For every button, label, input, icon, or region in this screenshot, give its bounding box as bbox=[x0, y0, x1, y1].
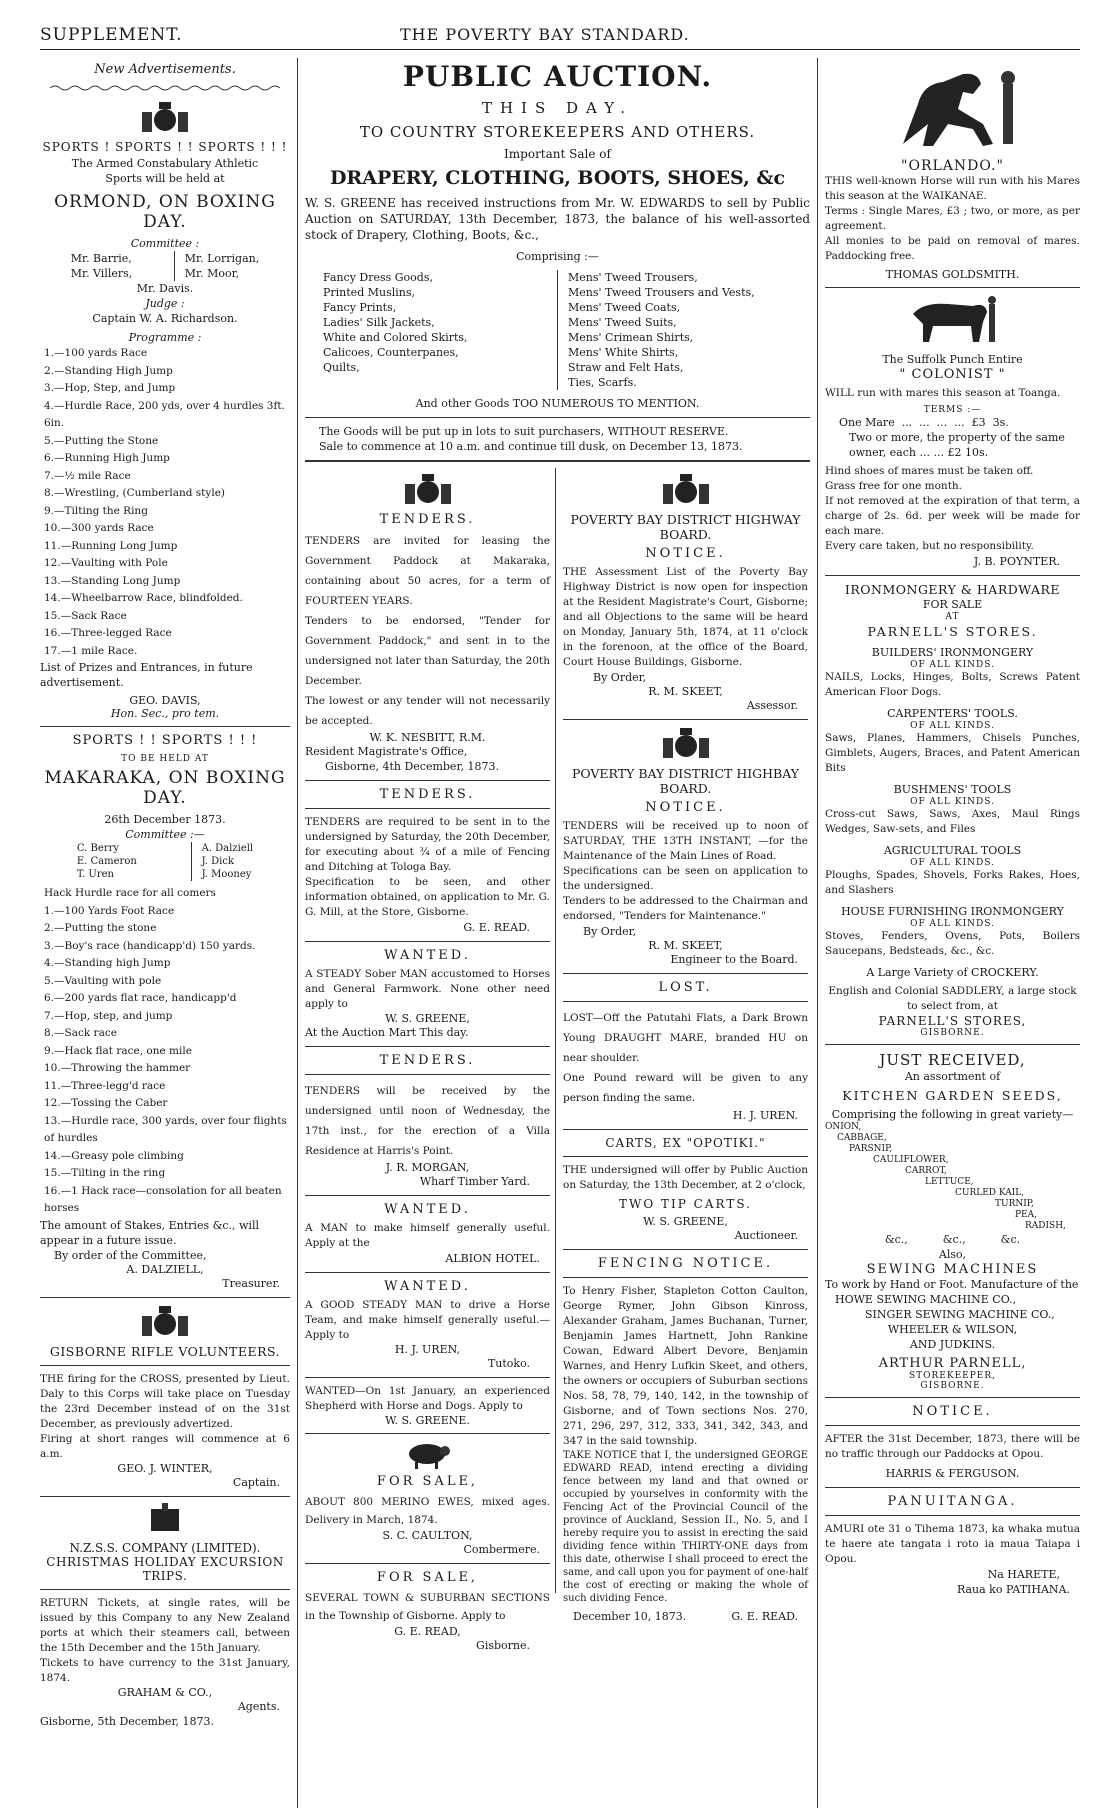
committee-member: J. Mooney bbox=[201, 869, 252, 880]
tenders-text: TENDERS are invited for leasing the Government Paddock at Makaraka, containing about 50 acres, for a term of FOURTEEN YEARS. bbox=[305, 535, 550, 607]
programme-item: 15.—Tilting in the ring bbox=[44, 1167, 166, 1179]
for-sale-heading: FOR SALE, bbox=[376, 1474, 479, 1489]
programme-item: 12.—Vaulting with Pole bbox=[44, 557, 168, 569]
panuitanga-text: AMURI ote 31 o Tihema 1873, ka whaka mutua te haere ate tangata i roto ia maua Taiapa i Opou. bbox=[825, 1523, 1080, 1565]
signature: H. J. UREN. bbox=[732, 1109, 798, 1122]
programme-item: 10.—300 yards Race bbox=[44, 522, 154, 534]
notice-heading: NOTICE. bbox=[645, 800, 726, 815]
column-2-right bbox=[563, 468, 808, 1624]
other-goods: And other Goods TOO NUMEROUS TO MENTION. bbox=[415, 397, 700, 410]
fencing-heading: FENCING NOTICE. bbox=[597, 1256, 774, 1271]
new-ads-heading: New Advertisements. bbox=[94, 62, 236, 77]
ormond-heading: ORMOND, ON BOXING DAY. bbox=[54, 192, 276, 232]
signature: G. E. READ, bbox=[394, 1625, 461, 1638]
prizes-note: List of Prizes and Entrances, in future advertisement. bbox=[40, 661, 253, 689]
colonist-note: If not removed at the expiration of that term, a charge of 2s. 6d. per week will be made for each mare. bbox=[825, 495, 1080, 537]
notice-heading: NOTICE. bbox=[912, 1404, 993, 1419]
signature-title: Engineer to the Board. bbox=[670, 953, 798, 966]
orlando-terms: Terms : Single Mares, £3 ; two, or more, as per agreement. bbox=[825, 205, 1080, 232]
committee-member: J. Dick bbox=[201, 856, 235, 867]
orlando-heading: "ORLANDO." bbox=[901, 158, 1004, 174]
signature: GRAHAM & CO., bbox=[117, 1685, 213, 1699]
goods-item: Mens' White Shirts, bbox=[568, 346, 679, 359]
highway-board-heading: POVERTY BAY DISTRICT HIGHBAY BOARD. bbox=[571, 766, 800, 796]
nzss-heading: N.Z.S.S. COMPANY (LIMITED). bbox=[69, 1540, 261, 1555]
tenders-text: The lowest or any tender will not necessarily be accepted. bbox=[305, 695, 550, 727]
programme-item: 17.—1 mile Race. bbox=[44, 644, 138, 657]
column-3 bbox=[825, 60, 1080, 1597]
terms-line: One Mare ... ... ... ... £3 3s. bbox=[839, 416, 1009, 429]
committee-member: Mr. Davis. bbox=[136, 282, 194, 295]
programme-item: 2.—Putting the stone bbox=[44, 922, 157, 934]
signature-title: Auctioneer. bbox=[734, 1229, 798, 1242]
programme-item: 1.—100 Yards Foot Race bbox=[44, 904, 175, 917]
signature-office: Resident Magistrate's Office, bbox=[305, 745, 468, 758]
sports-subtitle: The Armed Constabulary Athletic Sports will be held at bbox=[71, 157, 259, 185]
drapery-heading: DRAPERY, CLOTHING, BOOTS, SHOES, &c bbox=[329, 167, 786, 189]
notice-text: AFTER the 31st December, 1873, there will be no traffic through our Paddocks at Opou. bbox=[825, 1433, 1080, 1460]
rifle-text: Firing at short ranges will commence at 6 a.m. bbox=[40, 1432, 290, 1460]
xmas-heading: CHRISTMAS HOLIDAY EXCURSION TRIPS. bbox=[46, 1554, 284, 1583]
lost-heading: LOST. bbox=[658, 980, 713, 995]
column-2-left bbox=[305, 468, 550, 1653]
wanted-heading: WANTED. bbox=[384, 948, 471, 963]
colonist-text: WILL run with mares this season at Toanga. bbox=[825, 387, 1061, 399]
programme2-list bbox=[40, 885, 290, 1218]
tenders-text: TENDERS will be received by the undersigned until noon of Wednesday, the 17th inst., for the erection of a Villa Residence at Harris's Point. bbox=[305, 1085, 550, 1157]
signature-date: December 10, 1873. bbox=[573, 1610, 687, 1623]
royal-crest-icon bbox=[40, 100, 290, 136]
wavy-rule bbox=[40, 84, 290, 92]
committee-member: C. Berry bbox=[76, 843, 120, 854]
notice-heading: NOTICE. bbox=[645, 546, 726, 561]
colonist-note: Hind shoes of mares must be taken off. bbox=[825, 465, 1034, 477]
programme-item: 1.—100 yards Race bbox=[44, 347, 148, 359]
goods-item: Ladies' Silk Jackets, bbox=[323, 316, 435, 329]
goods-item: Ties, Scarfs. bbox=[568, 376, 637, 389]
tenders-heading: TENDERS. bbox=[379, 787, 476, 802]
parnells-stores: PARNELL'S STORES, bbox=[878, 1014, 1027, 1028]
goods-item: Mens' Crimean Shirts, bbox=[568, 331, 694, 344]
all-kinds: OF ALL KINDS. bbox=[910, 721, 995, 731]
committee-list bbox=[40, 251, 290, 281]
signature: W. S. GREENE, bbox=[385, 1012, 470, 1025]
programme-item: 14.—Wheelbarrow Race, blindfolded. bbox=[44, 592, 243, 604]
for-sale-text: SEVERAL TOWN & SUBURBAN SECTIONS in the Township of Gisborne. Apply to bbox=[305, 1592, 550, 1622]
programme-item: 10.—Throwing the hammer bbox=[44, 1062, 191, 1074]
vegetable-item: RADISH, bbox=[1025, 1221, 1066, 1231]
for-sale-heading: FOR SALE, bbox=[376, 1570, 479, 1585]
committee-member: Mr. Lorrigan, bbox=[184, 252, 260, 265]
section-heading: HOUSE FURNISHING IRONMONGERY bbox=[841, 905, 1064, 918]
at-label: AT bbox=[945, 612, 960, 622]
programme-item: 5.—Putting the Stone bbox=[44, 434, 159, 447]
signature: S. C. CAULTON, bbox=[382, 1529, 473, 1542]
royal-crest-icon bbox=[563, 726, 808, 762]
programme-item: Hack Hurdle race for all comers bbox=[44, 887, 216, 899]
vegetable-item: CAULIFLOWER, bbox=[873, 1155, 949, 1165]
committee-member: Mr. Moor, bbox=[184, 267, 240, 280]
signature-title: Agents. bbox=[237, 1699, 280, 1713]
signature-title: Hon. Sec., pro tem. bbox=[110, 707, 220, 720]
signature: GEO. DAVIS, bbox=[129, 694, 201, 707]
programme-item: 11.—Running Long Jump bbox=[44, 539, 178, 552]
vegetable-item: PARSNIP, bbox=[849, 1144, 893, 1154]
signature: W. K. NESBITT, R.M. bbox=[369, 731, 486, 744]
vegetable-item: TURNIP, bbox=[995, 1199, 1034, 1209]
seeds-heading: KITCHEN GARDEN SEEDS, bbox=[842, 1088, 1063, 1103]
makaraka-heading: MAKARAKA, ON BOXING DAY. bbox=[44, 768, 286, 808]
etc-line: &c., &c., &c. bbox=[884, 1233, 1021, 1246]
by-order: By Order, bbox=[593, 671, 647, 684]
goods-item: Mens' Tweed Trousers, bbox=[568, 271, 698, 284]
signature: Raua ko PATIHANA. bbox=[956, 1583, 1070, 1596]
programme-item: 11.—Three-legg'd race bbox=[44, 1079, 166, 1092]
tenders-text: TENDERS are required to be sent in to the undersigned by Saturday, the 20th December, for executing about ¾ of a mile of Fencing and Ditching at Tologa Bay. bbox=[305, 816, 550, 873]
storekeeper-label: STOREKEEPER, bbox=[908, 1371, 997, 1381]
highway-board-heading: POVERTY BAY DISTRICT HIGHWAY BOARD. bbox=[570, 512, 801, 542]
goods-list bbox=[305, 270, 810, 390]
for-sale-label: FOR SALE bbox=[922, 598, 983, 611]
maker-name: SINGER SEWING MACHINE CO., bbox=[865, 1308, 1055, 1321]
carts-text: THE undersigned will offer by Public Auction on Saturday, the 13th December, at 2 o'clock, bbox=[563, 1164, 808, 1191]
section-text: NAILS, Locks, Hinges, Bolts, Screws Patent American Floor Dogs. bbox=[825, 671, 1080, 698]
to-whom: TO COUNTRY STOREKEEPERS AND OTHERS. bbox=[359, 123, 756, 141]
fencing-text: To Henry Fisher, Stapleton Cotton Caulton, George Rymer, John Gibson Kinross, Alexander Graham, James Buchanan, Turner, Benjamin James Hartnett, John Rankine Cowan, Edward Albert Devore, Benjamin Warnes, and Henry Lufkin Skeet, and others, the owners or occupiers of Suburban sections Nos. 58, 78, 79, 140, 142, in the township of Gisborne, and of Town sections Nos. 270, 271, 296, 297, 312, 333, 341, 342, 343, and 347 in the said township. bbox=[563, 1285, 808, 1447]
signature: J. R. MORGAN, bbox=[385, 1161, 470, 1174]
signature: H. J. UREN, bbox=[394, 1343, 461, 1356]
goods-item: Mens' Tweed Trousers and Vests, bbox=[568, 286, 755, 299]
orlando-text: THIS well-known Horse will run with his Mares this season at the WAIKANAE. bbox=[825, 175, 1080, 202]
ship-flag-icon bbox=[40, 1503, 290, 1537]
arthur-parnell: ARTHUR PARNELL, bbox=[878, 1356, 1027, 1371]
section-heading: BUSHMENS' TOOLS bbox=[893, 783, 1012, 796]
carts-two: TWO TIP CARTS. bbox=[619, 1197, 752, 1211]
ironmongery-heading: IRONMONGERY & HARDWARE bbox=[844, 582, 1061, 597]
signature-title: Treasurer. bbox=[222, 1276, 280, 1290]
wanted-text: A GOOD STEADY MAN to drive a Horse Team, and make himself generally useful.—Apply to bbox=[305, 1299, 550, 1341]
programme-item: 7.—Hop, step, and jump bbox=[44, 1009, 173, 1022]
supplement-label: SUPPLEMENT. bbox=[40, 24, 183, 45]
signature: J. B. POYNTER. bbox=[973, 555, 1060, 568]
programme-item: 16.—Three-legged Race bbox=[44, 627, 172, 639]
section-text: Stoves, Fenders, Ovens, Pots, Boilers Saucepans, Bedsteads, &c., &c. bbox=[825, 930, 1080, 957]
judge-name: Captain W. A. Richardson. bbox=[92, 312, 238, 325]
panuitanga-heading: PANUITANGA. bbox=[887, 1494, 1018, 1509]
goods-item: Straw and Felt Hats, bbox=[568, 361, 684, 374]
programme-label: Programme : bbox=[128, 331, 202, 344]
vegetable-item: CURLED KAIL, bbox=[955, 1188, 1025, 1198]
programme-item: 8.—Wrestling, (Cumberland style) bbox=[44, 487, 226, 499]
signature: W. S. GREENE. bbox=[385, 1414, 470, 1427]
goods-item: White and Colored Skirts, bbox=[323, 331, 468, 344]
colonist-note: Every care taken, but no responsibility. bbox=[825, 540, 1034, 552]
tenders-heading: TENDERS. bbox=[379, 1053, 476, 1068]
lost-text: One Pound reward will be given to any person finding the same. bbox=[563, 1072, 808, 1104]
signature: THOMAS GOLDSMITH. bbox=[885, 268, 1020, 281]
tenders-text: Specification to be seen, and other information obtained, on application to Mr. G. G. Mill, at the Store, Gisborne. bbox=[305, 876, 550, 918]
programme-item: 15.—Sack Race bbox=[44, 609, 127, 622]
programme-item: 13.—Standing Long Jump bbox=[44, 574, 181, 587]
wanted-text: A MAN to make himself generally useful. Apply at the bbox=[305, 1222, 550, 1249]
signature-date: Gisborne, 4th December, 1873. bbox=[325, 760, 499, 773]
maker-name: WHEELER & WILSON, bbox=[887, 1323, 1018, 1336]
signature: A. DALZIELL, bbox=[126, 1262, 204, 1276]
notice-text: THE Assessment List of the Poverty Bay Highway District is now open for inspection at the Resident Magistrate's Court, Gisborne; and all Objections to the same will be heard on Monday, January 5th, 1874, at 11 o'clock in the forenoon, at the office of the Board, Court House Buildings, Gisborne. bbox=[563, 566, 808, 668]
vegetable-item: LETTUCE, bbox=[925, 1177, 974, 1187]
also-label: Also, bbox=[938, 1248, 967, 1261]
signature: GEO. J. WINTER, bbox=[117, 1461, 213, 1475]
programme-item: 5.—Vaulting with pole bbox=[44, 974, 162, 987]
programme-item: 9.—Hack flat race, one mile bbox=[44, 1044, 192, 1057]
programme-item: 3.—Boy's race (handicapp'd) 150 yards. bbox=[44, 939, 256, 952]
programme-item: 9.—Tilting the Ring bbox=[44, 504, 148, 517]
signature: R. M. SKEET, bbox=[648, 685, 723, 698]
for-sale-text: ABOUT 800 MERINO EWES, mixed ages. Delivery in March, 1874. bbox=[305, 1496, 550, 1526]
colonist-note: Grass free for one month. bbox=[825, 480, 963, 492]
programme-item: 14.—Greasy pole climbing bbox=[44, 1149, 184, 1162]
parnells-stores: PARNELL'S STORES. bbox=[867, 624, 1038, 639]
fencing-footer bbox=[563, 1605, 808, 1624]
committee-member: E. Cameron bbox=[76, 856, 137, 867]
rearing-horse-icon bbox=[825, 64, 1080, 154]
committee-member: Mr. Barrie, bbox=[70, 252, 132, 265]
auction-title: PUBLIC AUCTION. bbox=[402, 60, 713, 93]
comprising-label: Comprising the following in great variety— bbox=[831, 1108, 1074, 1121]
signature: G. E. READ. bbox=[731, 1610, 798, 1623]
programme-item: 4.—Standing high Jump bbox=[44, 957, 171, 969]
goods-item: Mens' Tweed Suits, bbox=[568, 316, 677, 329]
by-order: By Order, bbox=[583, 925, 637, 938]
sheep-icon bbox=[305, 1440, 550, 1470]
auction-intro: W. S. GREENE has received instructions from Mr. W. EDWARDS to sell by Public Auction on SATURDAY, 13th December, 1873, the balance of his well-assorted stock of Drapery, Clothing, Boots, &c., bbox=[305, 196, 810, 242]
programme-item: 12.—Tossing the Caber bbox=[44, 1097, 168, 1109]
signature-location: At the Auction Mart This day. bbox=[305, 1026, 469, 1039]
rifle-heading: GISBORNE RIFLE VOLUNTEERS. bbox=[49, 1343, 281, 1359]
committee2-label: Committee :— bbox=[125, 828, 205, 841]
signature-location: Wharf Timber Yard. bbox=[419, 1175, 530, 1188]
vegetable-item: ONION, bbox=[825, 1122, 862, 1132]
signature-location: Combermere. bbox=[463, 1543, 540, 1556]
gisborne-label: GISBORNE. bbox=[920, 1381, 985, 1391]
gisborne-label: GISBORNE. bbox=[920, 1028, 985, 1038]
carts-heading: CARTS, EX "OPOTIKI." bbox=[605, 1136, 766, 1150]
programme-list bbox=[40, 345, 290, 660]
programme-item: 13.—Hurdle race, 300 yards, over four flights of hurdles bbox=[44, 1114, 287, 1144]
lots-note: The Goods will be put up in lots to suit purchasers, WITHOUT RESERVE. bbox=[319, 425, 729, 438]
vegetable-list bbox=[825, 1122, 1080, 1232]
column-1 bbox=[40, 60, 290, 1729]
committee-member: A. Dalziell bbox=[201, 843, 254, 854]
judge-label: Judge : bbox=[145, 297, 185, 310]
xmas-text: Tickets to have currency to the 31st January, 1874. bbox=[40, 1656, 290, 1684]
column-2 bbox=[305, 60, 810, 1652]
goods-item: Printed Muslins, bbox=[323, 286, 415, 299]
all-kinds: OF ALL KINDS. bbox=[910, 660, 995, 670]
section-heading: BUILDERS' IRONMONGERY bbox=[871, 646, 1034, 659]
all-kinds: OF ALL KINDS. bbox=[910, 858, 995, 868]
wanted-text: WANTED—On 1st January, an experienced Shepherd with Horse and Dogs. Apply to bbox=[305, 1385, 550, 1412]
masthead bbox=[40, 20, 1080, 50]
just-received-heading: JUST RECEIVED, bbox=[879, 1051, 1026, 1069]
royal-crest-icon bbox=[40, 1304, 290, 1340]
draught-horse-icon bbox=[825, 294, 1080, 348]
sports-title: SPORTS ! SPORTS ! ! SPORTS ! ! ! bbox=[42, 140, 288, 154]
paper-title: THE POVERTY BAY STANDARD. bbox=[400, 25, 690, 44]
section-heading: AGRICULTURAL TOOLS bbox=[883, 844, 1022, 857]
important-sale: Important Sale of bbox=[504, 147, 611, 161]
committee-label: Committee : bbox=[130, 237, 200, 250]
vegetable-item: PEA, bbox=[1015, 1210, 1037, 1220]
committee-member: Mr. Villers, bbox=[70, 267, 133, 280]
wanted-text: A STEADY Sober MAN accustomed to Horses and General Farmwork. None other need apply to bbox=[305, 968, 550, 1010]
vegetable-item: CABBAGE, bbox=[837, 1133, 887, 1143]
signature-location: Gisborne. bbox=[476, 1639, 530, 1652]
goods-item: Quilts, bbox=[323, 361, 360, 374]
tenders-heading: TENDERS. bbox=[379, 512, 476, 527]
auction-subcolumns bbox=[305, 468, 810, 1652]
sports2-title: SPORTS ! ! SPORTS ! ! ! bbox=[72, 733, 258, 748]
signature: Na HARETE, bbox=[987, 1568, 1060, 1581]
committee-member: T. Uren bbox=[76, 869, 114, 880]
this-day: THIS DAY. bbox=[481, 99, 634, 117]
orlando-terms: All monies to be paid on removal of mares. Paddocking free. bbox=[825, 235, 1080, 262]
programme-item: 6.—Running High Jump bbox=[44, 452, 170, 464]
fencing-text: TAKE NOTICE that I, the undersigned GEORGE EDWARD READ, intend erecting a dividing fence between my land and that owned or occupied by yourselves in conformity with the Fencing Act of the Provincial Council of the province of Auckland, Session II., No. 5, and I hereby require you to assist in erecting the said dividing fence within THIRTY-ONE days from this date, otherwise I shall proceed to erect the same, and call upon you for payment of one-half the cost of erecting or making the whole of such dividing Fence. bbox=[563, 1450, 808, 1604]
signature-location: Tutoko. bbox=[487, 1357, 530, 1370]
section-text: Cross-cut Saws, Saws, Axes, Maul Rings Wedges, Saw-sets, and Files bbox=[825, 808, 1080, 835]
wanted-heading: WANTED. bbox=[384, 1202, 471, 1217]
signature-title: Assessor. bbox=[746, 699, 798, 712]
newspaper-page bbox=[40, 20, 1080, 1810]
notice-text: Tenders to be addressed to the Chairman and endorsed, "Tenders for Maintenance." bbox=[563, 895, 808, 922]
saddlery-text: English and Colonial SADDLERY, a large stock to select from, at bbox=[828, 985, 1077, 1012]
royal-crest-icon bbox=[563, 472, 808, 508]
signature: HARRIS & FERGUSON. bbox=[885, 1467, 1020, 1480]
assortment-label: An assortment of bbox=[904, 1070, 1001, 1083]
all-kinds: OF ALL KINDS. bbox=[910, 919, 995, 929]
lost-text: LOST—Off the Patutahi Flats, a Dark Brown Young DRAUGHT MARE, branded HU on near shoulder. bbox=[563, 1012, 808, 1064]
terms-label: TERMS :— bbox=[923, 405, 982, 415]
comprising-label: Comprising :— bbox=[516, 250, 599, 263]
sale-time: Sale to commence at 10 a.m. and continue till dusk, on December 13, 1873. bbox=[319, 440, 743, 453]
column-divider bbox=[817, 58, 818, 1808]
terms-line: Two or more, the property of the same owner, each ... ... £2 10s. bbox=[849, 431, 1065, 459]
notice-text: TENDERS will be received up to noon of SATURDAY, THE 13TH INSTANT, —for the Maintenance of the Main Lines of Road. bbox=[563, 820, 808, 862]
programme-item: 7.—½ mile Race bbox=[44, 469, 131, 482]
programme-item: 2.—Standing High Jump bbox=[44, 364, 173, 377]
column-divider bbox=[297, 58, 298, 1808]
by-order: By order of the Committee, bbox=[54, 1248, 207, 1262]
signature: R. M. SKEET, bbox=[648, 939, 723, 952]
vegetable-item: CARROT, bbox=[905, 1166, 947, 1176]
programme-item: 3.—Hop, Step, and Jump bbox=[44, 382, 176, 394]
tenders-text: Tenders to be endorsed, "Tender for Government Paddock," and sent in to the undersigned not later than Saturday, the 20th December. bbox=[305, 615, 550, 687]
goods-item: Mens' Tweed Coats, bbox=[568, 301, 681, 314]
held-at-label: TO BE HELD AT bbox=[121, 754, 209, 764]
crockery-line: A Large Variety of CROCKERY. bbox=[866, 966, 1039, 979]
signature-title: Captain. bbox=[232, 1475, 280, 1489]
event-date: 26th December 1873. bbox=[104, 813, 226, 826]
goods-item: Calicoes, Counterpanes, bbox=[323, 346, 459, 359]
sewing-heading: SEWING MACHINES bbox=[866, 1262, 1039, 1277]
all-kinds: OF ALL KINDS. bbox=[910, 797, 995, 807]
royal-crest-icon bbox=[305, 472, 550, 508]
signature: G. E. READ. bbox=[463, 921, 530, 934]
programme-item: 4.—Hurdle Race, 200 yds, over 4 hurdles 3ft. 6in. bbox=[44, 399, 285, 429]
section-text: Saws, Planes, Hammers, Chisels Punches, Gimblets, Augers, Braces, and Patent American Bits bbox=[825, 732, 1080, 774]
section-heading: CARPENTERS' TOOLS. bbox=[887, 707, 1018, 720]
section-text: Ploughs, Spades, Shovels, Forks Rakes, Hoes, and Slashers bbox=[825, 869, 1080, 896]
committee2-list bbox=[40, 842, 290, 881]
maker-name: HOWE SEWING MACHINE CO., bbox=[835, 1293, 1017, 1306]
rifle-text: THE firing for the CROSS, presented by Lieut. Daly to this Corps will take place on Tuesday the 23rd December instead of on the 31st December, as previously advertized. bbox=[40, 1372, 290, 1430]
colonist-heading: " COLONIST " bbox=[899, 367, 1006, 382]
maker-name: AND JUDKINS. bbox=[909, 1338, 996, 1351]
programme-item: 16.—1 Hack race—consolation for all beaten horses bbox=[44, 1184, 282, 1214]
xmas-text: RETURN Tickets, at single rates, will be issued by this Company to any New Zealand ports at which their steamers call, between the 15th December and the 15th January. bbox=[40, 1596, 290, 1654]
goods-item: Fancy Dress Goods, bbox=[323, 271, 433, 284]
signature-date: Gisborne, 5th December, 1873. bbox=[40, 1714, 214, 1728]
signature: ALBION HOTEL. bbox=[445, 1252, 540, 1265]
suffolk-label: The Suffolk Punch Entire bbox=[882, 353, 1023, 366]
programme-item: 6.—200 yards flat race, handicapp'd bbox=[44, 992, 237, 1004]
programme-item: 8.—Sack race bbox=[44, 1027, 117, 1039]
wanted-heading: WANTED. bbox=[384, 1279, 471, 1294]
stakes-note: The amount of Stakes, Entries &c., will appear in a future issue. bbox=[40, 1218, 260, 1247]
notice-text: Specifications can be seen on application to the undersigned. bbox=[563, 865, 808, 892]
goods-item: Fancy Prints, bbox=[323, 301, 397, 314]
signature: W. S. GREENE, bbox=[643, 1215, 728, 1228]
sewing-text: To work by Hand or Foot. Manufacture of the bbox=[825, 1278, 1079, 1291]
